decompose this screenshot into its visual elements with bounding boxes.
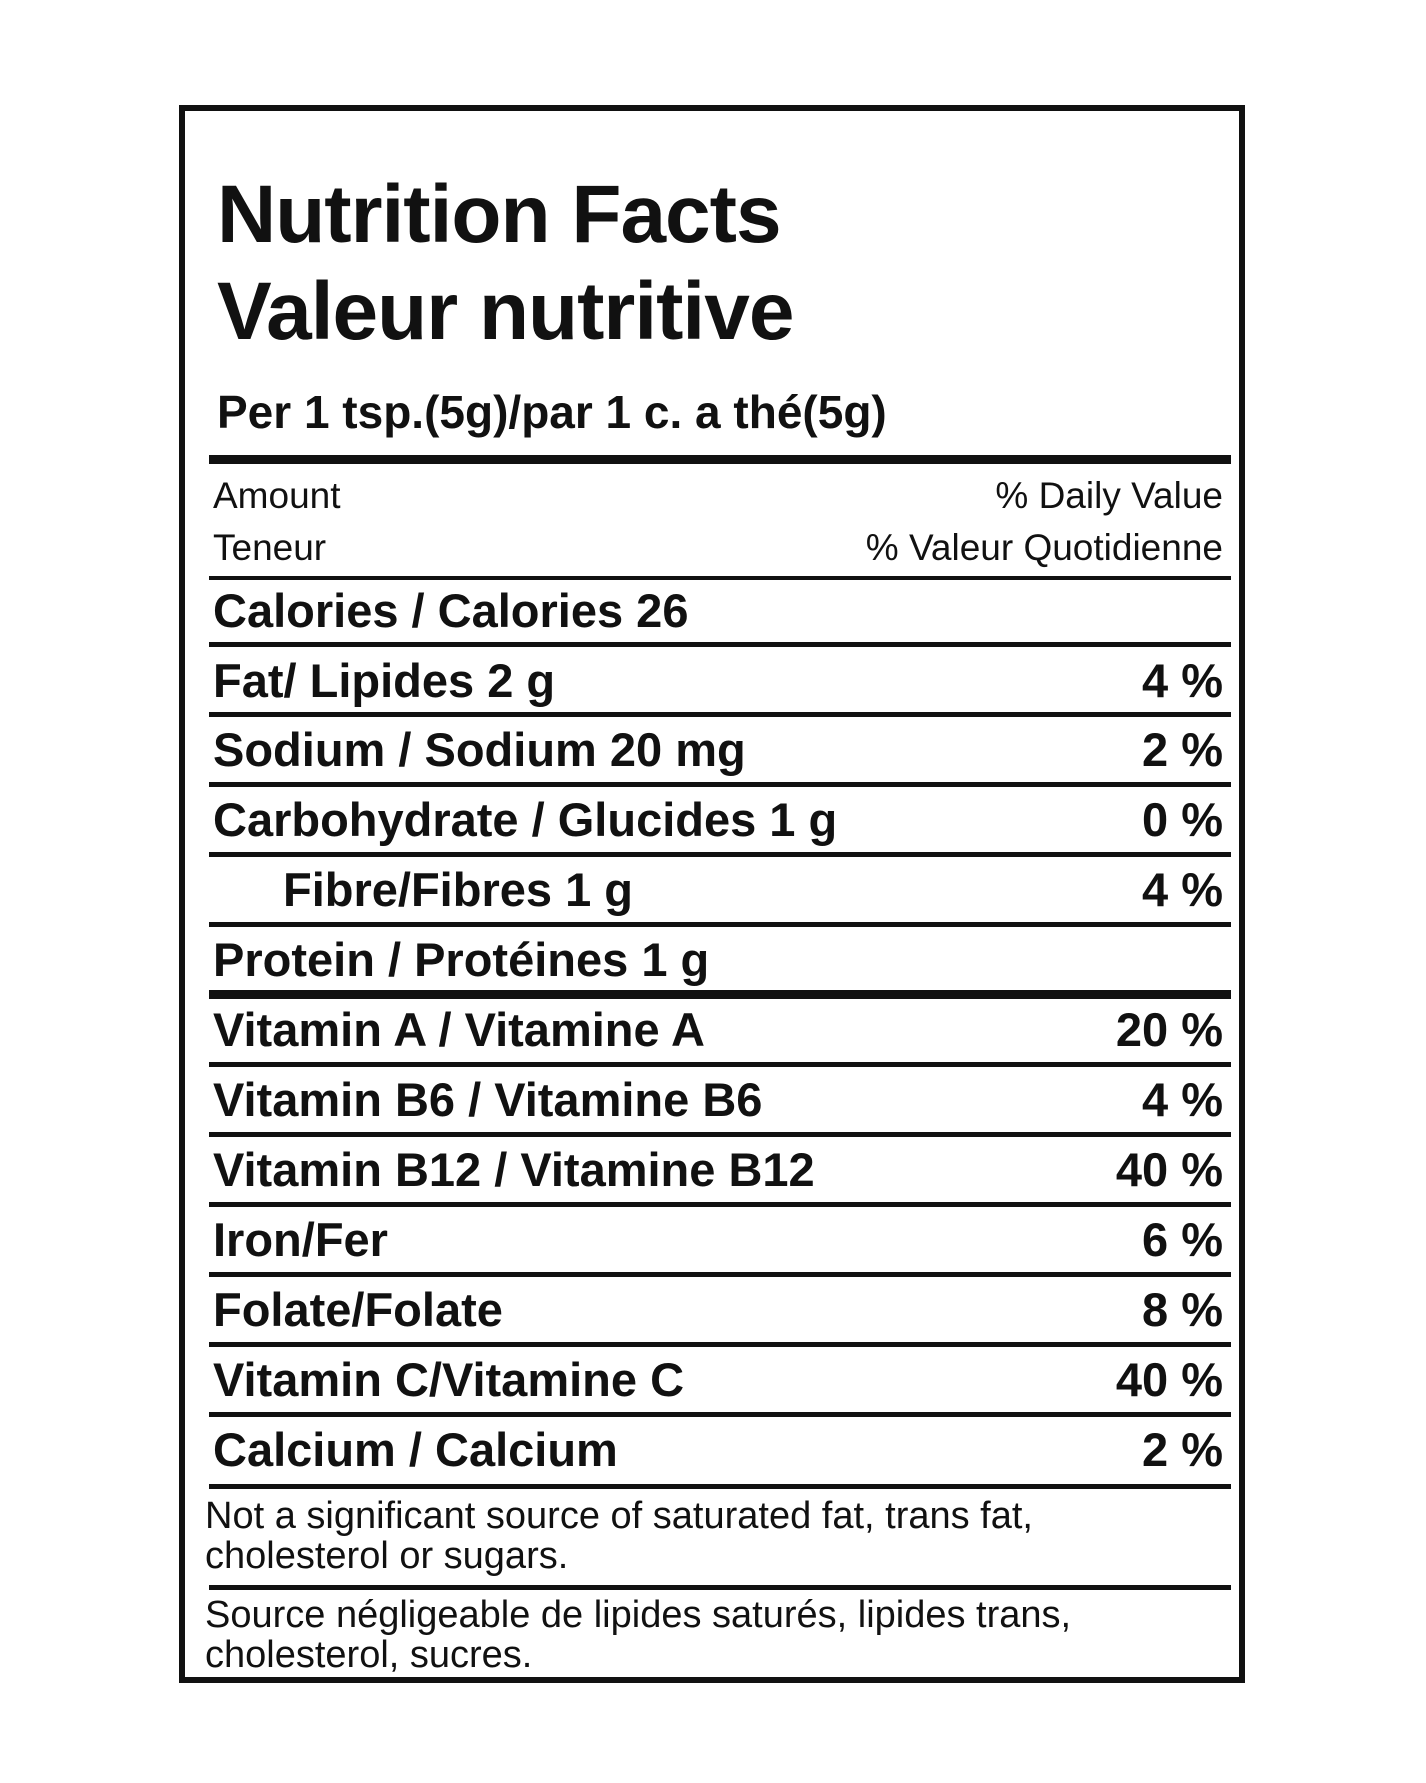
- daily-value: 2 %: [1142, 1423, 1223, 1476]
- nutrient-row-calories: [213, 581, 1223, 641]
- nutrient-row-sodium: [213, 720, 1223, 780]
- daily-value: 40 %: [1115, 1353, 1223, 1406]
- daily-value: 20 %: [1115, 1003, 1223, 1056]
- daily-value: 4 %: [1142, 863, 1223, 916]
- nutrient-row-fat: [213, 651, 1223, 711]
- nutrient-label: Vitamin B12 / Vitamine B12: [213, 1143, 815, 1196]
- nutrient-label: Vitamin B6 / Vitamine B6: [213, 1073, 763, 1126]
- divider: [209, 1342, 1231, 1347]
- thick-divider: [209, 455, 1231, 464]
- nutrient-row-vitamin-b12: [213, 1140, 1223, 1200]
- nutrient-row-fibre: [213, 860, 1223, 920]
- nutrient-label: Carbohydrate / Glucides 1 g: [213, 793, 838, 846]
- nutrition-facts-panel: [179, 105, 1245, 1683]
- nutrient-row-vitamin-a: [213, 1000, 1223, 1060]
- nutrient-row-protein: [213, 930, 1223, 990]
- nutrient-label: Folate/Folate: [213, 1283, 503, 1336]
- divider: [209, 1132, 1231, 1137]
- nutrient-row-vitamin-c: [213, 1350, 1223, 1410]
- divider: [209, 1412, 1231, 1417]
- daily-value: 0 %: [1142, 793, 1223, 846]
- nutrient-label: Sodium / Sodium 20 mg: [213, 723, 746, 776]
- divider: [209, 922, 1231, 927]
- daily-value: 8 %: [1142, 1283, 1223, 1336]
- divider: [209, 576, 1231, 580]
- daily-value: 40 %: [1115, 1143, 1223, 1196]
- nutrient-label: Iron/Fer: [213, 1213, 388, 1266]
- daily-value: 4 %: [1142, 654, 1223, 707]
- nutrient-label: Vitamin C/Vitamine C: [213, 1353, 685, 1406]
- dv-header-fr: % Valeur Quotidienne: [865, 527, 1223, 568]
- amount-header-en: Amount: [213, 475, 341, 516]
- nutrient-label: Calcium / Calcium: [213, 1423, 618, 1476]
- divider: [209, 852, 1231, 857]
- divider: [209, 1062, 1231, 1067]
- nutrient-label: Fat/ Lipides 2 g: [213, 654, 556, 707]
- nutrient-row-folate: [213, 1280, 1223, 1340]
- daily-value: 4 %: [1142, 1073, 1223, 1126]
- thick-divider: [209, 990, 1231, 999]
- nutrient-row-vitamin-b6: [213, 1070, 1223, 1130]
- divider: [209, 642, 1231, 647]
- nutrient-label: Protein / Protéines 1 g: [213, 933, 710, 986]
- nutrient-label: Fibre/Fibres 1 g: [283, 863, 633, 916]
- nutrient-row-calcium: [213, 1420, 1223, 1480]
- title-french: Valeur nutritive: [217, 266, 794, 357]
- dv-header-en: % Daily Value: [995, 475, 1223, 516]
- title-english: Nutrition Facts: [217, 169, 781, 260]
- divider: [209, 1484, 1231, 1489]
- nutrient-label: Calories / Calories 26: [213, 584, 689, 637]
- serving-size: Per 1 tsp.(5g)/par 1 c. a thé(5g): [217, 386, 887, 438]
- nutrient-row-iron: [213, 1210, 1223, 1270]
- divider: [209, 782, 1231, 787]
- nutrient-label: Vitamin A / Vitamine A: [213, 1003, 705, 1056]
- amount-header-fr: Teneur: [213, 527, 327, 568]
- divider: [209, 1202, 1231, 1207]
- divider: [209, 1272, 1231, 1277]
- nutrient-row-carbohydrate: [213, 790, 1223, 850]
- daily-value: 6 %: [1142, 1213, 1223, 1266]
- footnote-french: Source négligeable de lipides saturés, lipides trans, cholesterol, sucres.: [205, 1594, 1072, 1676]
- daily-value: 2 %: [1142, 723, 1223, 776]
- footnote-english: Not a significant source of saturated fat, trans fat, cholesterol or sugars.: [205, 1495, 1033, 1577]
- divider: [209, 1585, 1231, 1590]
- divider: [209, 712, 1231, 717]
